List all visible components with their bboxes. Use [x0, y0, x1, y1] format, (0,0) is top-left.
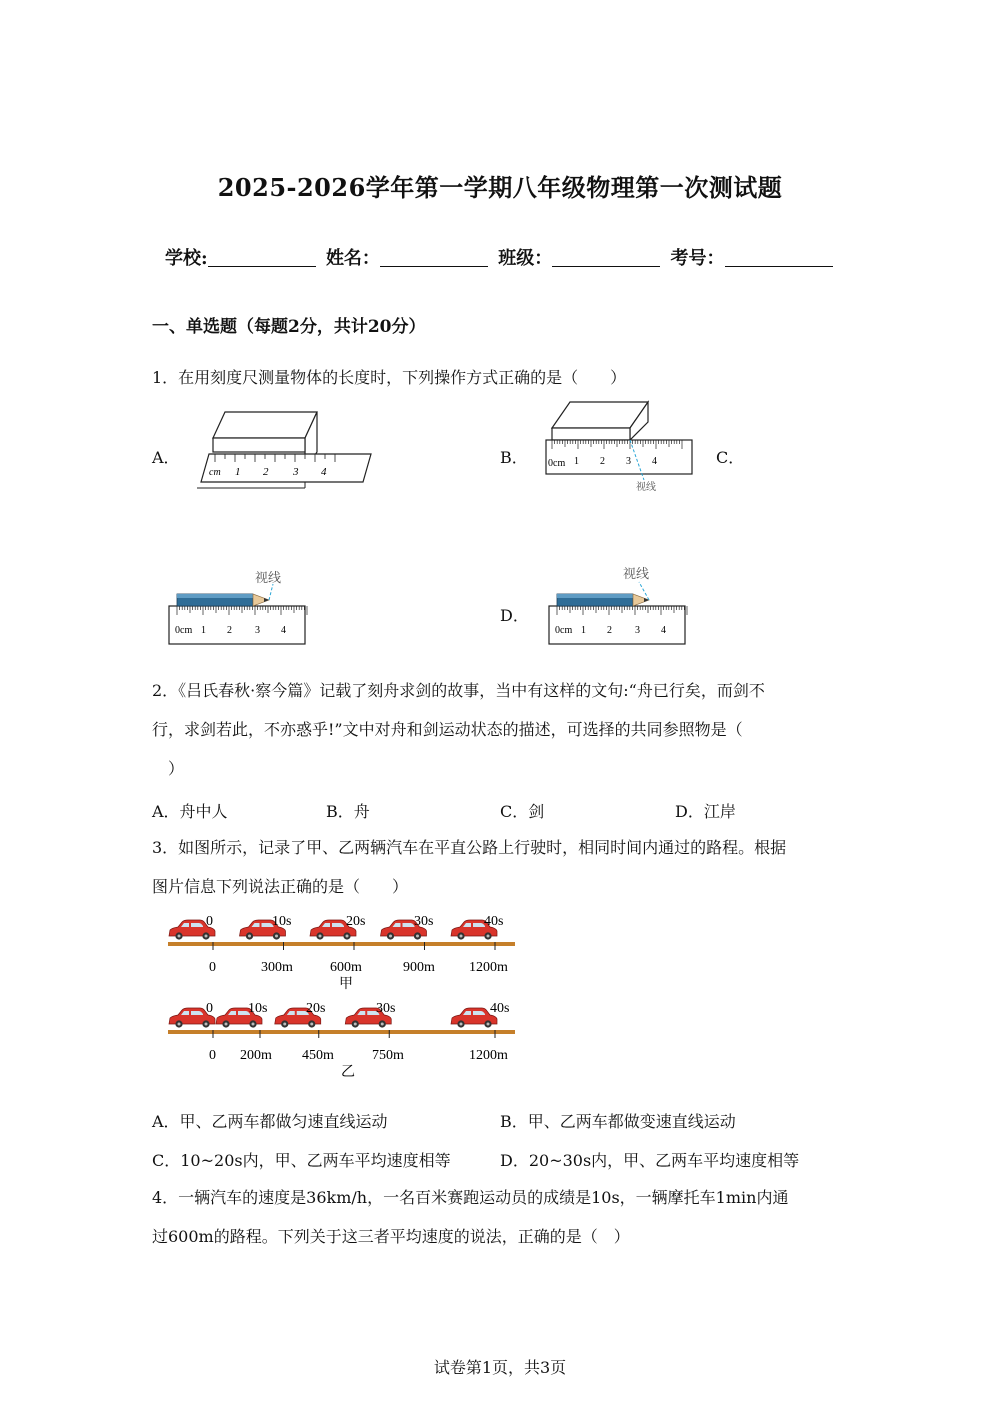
ruler-b-3: 3 [626, 456, 631, 467]
q3-option-c[interactable]: C．10~20s内，甲、乙两车平均速度相等 [152, 1151, 451, 1170]
yi-time-10s: 10s [248, 1001, 268, 1016]
q3-option-d[interactable]: D．20~30s内，甲、乙两车平均速度相等 [500, 1151, 800, 1170]
jia-dist-900m: 900m [403, 960, 435, 975]
ruler-b-0cm: 0cm [548, 458, 566, 469]
jia-time-0: 0 [206, 914, 213, 929]
yi-dist-0: 0 [209, 1048, 216, 1063]
q3-option-b[interactable]: B．甲、乙两车都做变速直线运动 [500, 1112, 736, 1131]
sight-label-d: 视线 [623, 566, 650, 581]
ruler-a-1: 1 [235, 466, 241, 478]
yi-time-30s: 30s [376, 1001, 396, 1016]
q2-option-d[interactable]: D．江岸 [675, 802, 736, 821]
q1-figure-d [545, 558, 690, 650]
name-blank[interactable] [380, 248, 488, 267]
student-info-line [165, 244, 837, 270]
jia-dist-1200m: 1200m [469, 960, 508, 975]
q3-line2: 图片信息下列说法正确的是（ ） [152, 877, 409, 896]
q1-option-b-label[interactable]: B． [500, 448, 528, 467]
jia-dist-0: 0 [209, 960, 216, 975]
ruler-b-4: 4 [652, 456, 657, 467]
ruler-a-2: 2 [263, 466, 269, 478]
q2-option-a[interactable]: A．舟中人 [152, 802, 228, 821]
q1-option-d-label[interactable]: D． [500, 606, 529, 625]
ruler-a-3: 3 [293, 466, 299, 478]
q2-option-c[interactable]: C．剑 [500, 802, 545, 821]
q3-figure [160, 905, 530, 1085]
q2-line1: 2．《吕氏春秋·察今篇》记载了刻舟求剑的故事，当中有这样的文句:“舟已行矣，而剑不 [152, 681, 765, 700]
sight-label-c: 视线 [255, 570, 282, 585]
page-footer: 试卷第1页，共3页 [433, 1358, 567, 1377]
yi-dist-450m: 450m [302, 1048, 334, 1063]
sight-label-b: 视线 [636, 482, 656, 493]
q2-line2: 行，求剑若此，不亦惑乎!”文中对舟和剑运动状态的描述，可选择的共同参照物是（ [152, 720, 743, 739]
jia-time-10s: 10s [272, 914, 292, 929]
class-blank[interactable] [552, 248, 660, 267]
name-label: 姓名： [325, 248, 380, 269]
ruler-a-cm: cm [209, 467, 221, 478]
q4-line1: 4．一辆汽车的速度是36km/h，一名百米赛跑运动员的成绩是10s，一辆摩托车1min内通 [152, 1188, 789, 1207]
ruler-d-0cm: 0cm [555, 625, 573, 636]
yi-time-0: 0 [206, 1001, 213, 1016]
section-heading: 一、单选题（每题2分，共计20分） [152, 317, 426, 337]
q2-line3: ） [168, 759, 185, 778]
yi-dist-750m: 750m [372, 1048, 404, 1063]
ruler-c-1: 1 [201, 625, 206, 636]
school-blank[interactable] [208, 248, 316, 267]
q1-option-a-label[interactable]: A． [152, 448, 180, 467]
yi-label: 乙 [341, 1065, 355, 1080]
jia-dist-600m: 600m [330, 960, 362, 975]
q1-figure-c [165, 560, 310, 650]
ruler-a-4: 4 [321, 466, 327, 478]
yi-dist-200m: 200m [240, 1048, 272, 1063]
q1-stem: 1．在用刻度尺测量物体的长度时，下列操作方式正确的是（ ） [152, 368, 627, 387]
page-title: 2025-2026学年第一学期八年级物理第一次测试题 [217, 173, 783, 202]
jia-dist-300m: 300m [261, 960, 293, 975]
ruler-d-1: 1 [581, 625, 586, 636]
ruler-d-2: 2 [607, 625, 612, 636]
yi-dist-1200m: 1200m [469, 1048, 508, 1063]
ruler-b-1: 1 [574, 456, 579, 467]
school-label: 学校: [165, 248, 208, 269]
number-label: 考号： [670, 248, 725, 269]
ruler-d-3: 3 [635, 625, 640, 636]
ruler-c-4: 4 [281, 625, 286, 636]
ruler-c-0cm: 0cm [175, 625, 193, 636]
ruler-c-2: 2 [227, 625, 232, 636]
jia-time-30s: 30s [414, 914, 434, 929]
q4-line2: 过600m的路程。下列关于这三者平均速度的说法，正确的是（ ） [152, 1227, 630, 1246]
q3-option-a[interactable]: A．甲、乙两车都做匀速直线运动 [152, 1112, 388, 1131]
q3-line1: 3．如图所示，记录了甲、乙两辆汽车在平直公路上行驶时，相同时间内通过的路程。根据 [152, 838, 787, 857]
q1-figure-b [540, 398, 700, 494]
jia-time-40s: 40s [484, 914, 504, 929]
yi-time-40s: 40s [490, 1001, 510, 1016]
ruler-b-2: 2 [600, 456, 605, 467]
jia-time-20s: 20s [346, 914, 366, 929]
q2-option-b[interactable]: B．舟 [326, 802, 370, 821]
q1-option-c-label[interactable]: C． [716, 448, 745, 467]
number-blank[interactable] [725, 248, 833, 267]
ruler-d-4: 4 [661, 625, 666, 636]
class-label: 班级： [498, 248, 553, 269]
yi-time-20s: 20s [306, 1001, 326, 1016]
ruler-c-3: 3 [255, 625, 260, 636]
jia-label: 甲 [339, 977, 353, 992]
q1-figure-a [195, 408, 375, 494]
